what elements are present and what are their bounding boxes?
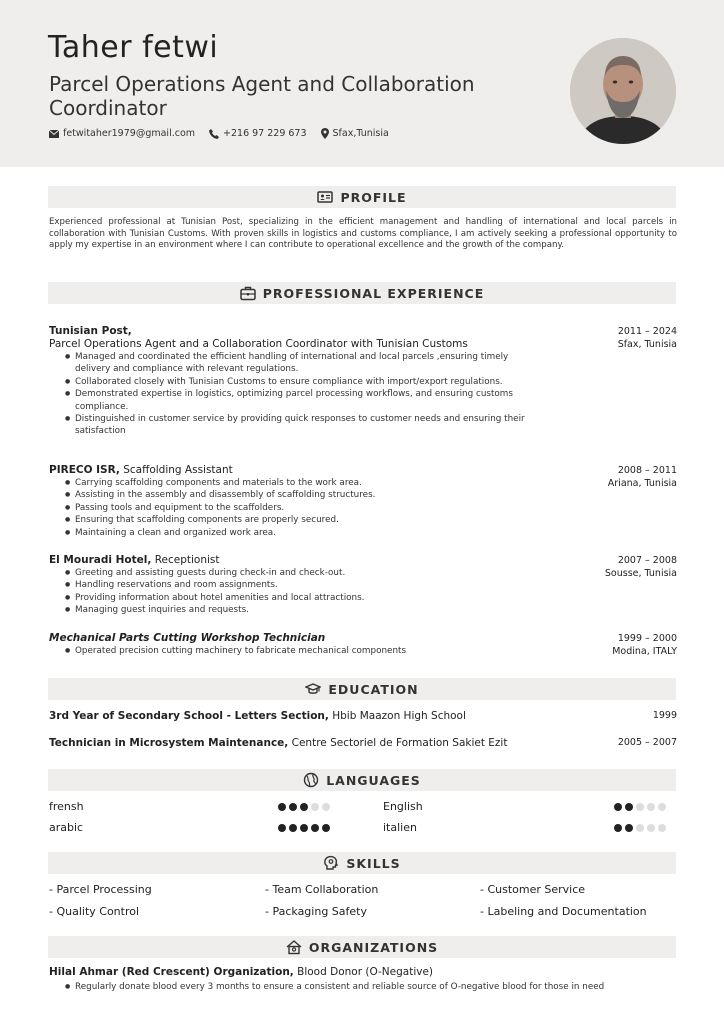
level-dot: [311, 803, 319, 811]
level-dot: [647, 803, 655, 811]
graduation-cap-icon: [305, 681, 321, 697]
level-dot: [625, 803, 633, 811]
job-entry: [49, 464, 677, 539]
profile-summary: Experienced professional at Tunisian Post, specializing in the efficient management and handling of international and local parcels in collaboration with Tunisian Customs. With proven skills in logistics and customs compliance, I am actively seeking a professional opportunity to apply my expertise in an environment where I can contribute to operational excellence and the growth of the company.: [49, 217, 677, 251]
phone-icon: [209, 129, 219, 139]
bullet-item: ● Collaborated closely with Tunisian Customs to ensure compliance with import/export regulations.: [65, 376, 535, 388]
edu-date: 2005 – 2007: [617, 737, 677, 748]
job-date: 2008 – 2011: [617, 465, 677, 476]
job-role: Receptionist: [154, 554, 220, 566]
section-profile-header: [48, 186, 676, 208]
skill-item: - Team Collaboration: [265, 883, 379, 896]
language-name: frensh: [49, 800, 84, 813]
job-date: 2007 – 2008: [617, 555, 677, 566]
job-bullets: [65, 645, 535, 657]
header-band: [0, 0, 724, 167]
section-title: EDUCATION: [328, 681, 419, 697]
job-company: Mechanical Parts Cutting Workshop Technician: [49, 632, 326, 644]
briefcase-icon: [240, 285, 256, 301]
bullet-item: ● Passing tools and equipment to the scaffolders.: [65, 502, 535, 514]
edu-degree: Technician in Microsystem Maintenance,: [49, 737, 289, 749]
bullet-item: ● Maintaining a clean and organized work area.: [65, 527, 535, 539]
skill-item: - Customer Service: [480, 883, 586, 896]
job-company: Tunisian Post,: [49, 325, 132, 337]
section-languages-header: [48, 769, 676, 791]
bullet-item: ● Carrying scaffolding components and materials to the work area.: [65, 477, 535, 489]
language-level-dots: [278, 803, 330, 811]
level-dot: [289, 824, 297, 832]
language-name: English: [383, 800, 423, 813]
skill-item: - Parcel Processing: [49, 883, 152, 896]
level-dot: [289, 803, 297, 811]
language-level-dots: [614, 824, 666, 832]
level-dot: [278, 803, 286, 811]
mail-icon: [49, 130, 59, 138]
building-icon: [286, 939, 302, 955]
contact-row: [49, 128, 389, 139]
language-level-dots: [278, 824, 330, 832]
location-pin-icon: [321, 128, 329, 139]
level-dot: [658, 803, 666, 811]
section-title: ORGANIZATIONS: [308, 939, 439, 955]
job-bullets: [65, 351, 535, 438]
globe-icon: [303, 772, 319, 788]
job-role: Scaffolding Assistant: [123, 464, 233, 476]
level-dot: [322, 803, 330, 811]
level-dot: [614, 824, 622, 832]
job-location: Modina, ITALY: [612, 646, 677, 657]
contact-location: [321, 128, 389, 139]
skill-item: - Packaging Safety: [265, 905, 367, 918]
section-skills-header: [48, 852, 676, 874]
org-role: Blood Donor (O-Negative): [297, 966, 434, 978]
bullet-item: ● Ensuring that scaffolding components are properly secured.: [65, 514, 535, 526]
education-entry: [49, 710, 677, 722]
section-organizations-header: [48, 936, 676, 958]
section-title: SKILLS: [346, 855, 401, 871]
level-dot: [636, 803, 644, 811]
skill-item: - Labeling and Documentation: [480, 905, 647, 918]
bullet-item: ● Providing information about hotel amenities and local attractions.: [65, 592, 535, 604]
bullet-item: ● Operated precision cutting machinery to fabricate mechanical components: [65, 645, 535, 657]
head-gear-icon: [323, 855, 339, 871]
org-name: Hilal Ahmar (Red Crescent) Organization,: [49, 966, 294, 978]
id-card-icon: [317, 189, 333, 205]
level-dot: [647, 824, 655, 832]
level-dot: [322, 824, 330, 832]
organization-entry: [49, 966, 433, 978]
job-bullets: [65, 567, 535, 617]
edu-date: 1999: [652, 710, 677, 721]
job-location: Sfax, Tunisia: [617, 339, 677, 350]
bullet-item: ● Handling reservations and room assignments.: [65, 579, 535, 591]
job-entry: [49, 632, 677, 657]
job-company: El Mouradi Hotel,: [49, 554, 152, 566]
level-dot: [278, 824, 286, 832]
bullet-item: ● Greeting and assisting guests during check-in and check-out.: [65, 567, 535, 579]
org-bullet: ● Regularly donate blood every 3 months to ensure a consistent and reliable source of O-negative blood for those in need: [65, 982, 604, 992]
bullet-item: ● Demonstrated expertise in logistics, optimizing parcel processing workflows, and ensuring customs compliance.: [65, 388, 535, 413]
job-date: 2011 – 2024: [617, 326, 677, 337]
job-location: Sousse, Tunisia: [604, 568, 677, 579]
job-location: Ariana, Tunisia: [607, 478, 677, 489]
job-bullets: [65, 477, 535, 539]
level-dot: [300, 824, 308, 832]
section-title: PROFILE: [340, 189, 407, 205]
job-entry: [49, 325, 677, 438]
level-dot: [311, 824, 319, 832]
level-dot: [658, 824, 666, 832]
level-dot: [614, 803, 622, 811]
location-text: Sfax,Tunisia: [332, 128, 389, 139]
phone-text: +216 97 229 673: [223, 128, 307, 139]
language-name: italien: [383, 821, 417, 834]
level-dot: [300, 803, 308, 811]
edu-school: Centre Sectoriel de Formation Sakiet Ezit: [291, 737, 508, 749]
language-name: arabic: [49, 821, 84, 834]
education-entry: [49, 737, 677, 749]
contact-email[interactable]: [49, 128, 195, 139]
section-title: PROFESSIONAL EXPERIENCE: [262, 285, 485, 301]
job-entry: [49, 554, 677, 617]
skill-item: - Quality Control: [49, 905, 140, 918]
bullet-item: ● Managing guest inquiries and requests.: [65, 604, 535, 616]
bullet-item: ● Distinguished in customer service by providing quick responses to customer needs and ensuring their satisfaction: [65, 413, 535, 438]
edu-degree: 3rd Year of Secondary School - Letters Section,: [49, 710, 329, 722]
bullet-item: ● Managed and coordinated the efficient handling of international and local parcels ,ensuring timely delivery and compliance with relevant regulations.: [65, 351, 535, 376]
job-date: 1999 – 2000: [617, 633, 677, 644]
job-title: Parcel Operations Agent and Collaboration Coordinator: [49, 72, 475, 120]
profile-photo: [570, 38, 676, 144]
section-experience-header: [48, 282, 676, 304]
email-text: fetwitaher1979@gmail.com: [63, 128, 196, 139]
contact-phone[interactable]: [209, 128, 307, 139]
job-company: PIRECO ISR,: [49, 464, 120, 476]
section-education-header: [48, 678, 676, 700]
edu-school: Hbib Maazon High School: [332, 710, 466, 722]
section-title: LANGUAGES: [326, 772, 421, 788]
candidate-name: Taher fetwi: [48, 30, 219, 65]
job-role: Parcel Operations Agent and a Collaboration Coordinator with Tunisian Customs: [49, 338, 468, 350]
bullet-item: ● Assisting in the assembly and disassembly of scaffolding structures.: [65, 489, 535, 501]
language-level-dots: [614, 803, 666, 811]
level-dot: [636, 824, 644, 832]
level-dot: [625, 824, 633, 832]
